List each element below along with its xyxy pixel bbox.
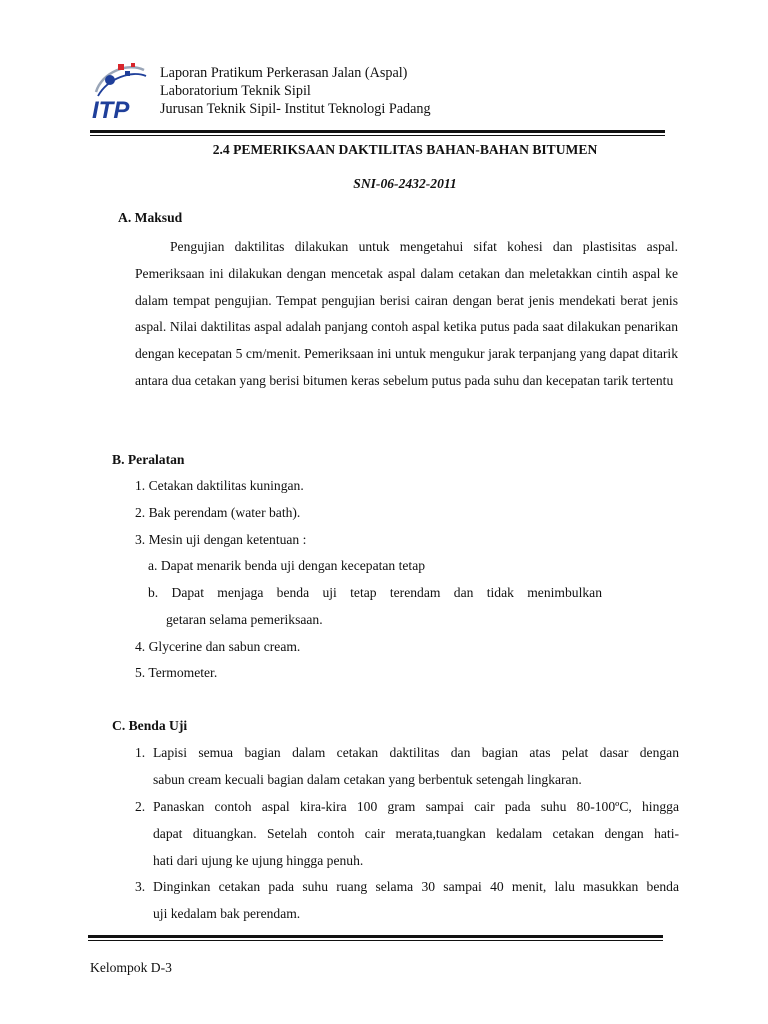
section-b-heading: B. Peralatan: [112, 452, 185, 467]
header-line-report: Laporan Pratikum Perkerasan Jalan (Aspal): [160, 65, 408, 81]
section-c-heading: C. Benda Uji: [112, 718, 188, 733]
equipment-item-3b: b. Dapat menjaga benda uji tetap terendam dan tidak menimbulkan: [148, 585, 602, 600]
footer-divider: [88, 935, 663, 941]
header-line-lab: Laboratorium Teknik Sipil: [160, 83, 311, 99]
equipment-item-3: 3. Mesin uji dengan ketentuan :: [135, 532, 307, 547]
header-divider: [90, 130, 665, 136]
section-a-heading: A. Maksud: [118, 210, 183, 225]
equipment-item-5: 5. Termometer.: [135, 665, 218, 680]
sample-step-3-number: 3.: [135, 879, 146, 894]
itp-logo: [88, 58, 152, 122]
sample-step-1-number: 1.: [135, 745, 146, 760]
sample-step-2-number: 2.: [135, 799, 146, 814]
report-header: [160, 64, 431, 118]
logo-text: ITP: [92, 97, 130, 122]
equipment-item-3b-cont: getaran selama pemeriksaan.: [166, 612, 323, 627]
sample-step-1-cont: sabun cream kecuali bagian dalam cetakan yang berbentuk setengah lingkaran.: [153, 772, 582, 787]
equipment-item-4: 4. Glycerine dan sabun cream.: [135, 639, 301, 654]
sample-step-2-cont: dapat dituangkan. Setelah contoh cair merata,tuangkan kedalam cetakan dengan hati-: [153, 826, 679, 841]
section-a-paragraph: [135, 234, 678, 395]
sample-step-1: Lapisi semua bagian dalam cetakan daktilitas dan bagian atas pelat dasar dengan: [153, 745, 679, 760]
sample-step-3-cont: uji kedalam bak perendam.: [153, 906, 301, 921]
sample-step-2: Panaskan contoh aspal kira-kira 100 gram sampai cair pada suhu 80-100ºC, hingga: [153, 799, 679, 814]
section-a-text: Pengujian daktilitas dilakukan untuk mengetahui sifat kohesi dan plastisitas aspal. Pemeriksaan ini dilakukan dengan mencetak aspal dalam cetakan dan meletakkan cintih aspal ke dalam tempat pengujian. Tempat pengujian berisi cairan dengan berat jenis mendekati berat jenis aspal. Nilai daktilitas aspal adalah panjang contoh aspal ketika putus pada saat dilakukan penarikan dengan kecepatan 5 cm/menit. Pemeriksaan ini untuk mengukur jarak terpanjang yang dapat ditarik antara dua cetakan yang berisi bitumen keras sebelum putus pada suhu dan kecepatan tarik tertentu: [135, 239, 678, 388]
equipment-item-2: 2. Bak perendam (water bath).: [135, 505, 301, 520]
sample-step-2-cont2: hati dari ujung ke ujung hingga penuh.: [153, 853, 364, 868]
sample-step-3: Dinginkan cetakan pada suhu ruang selama 30 sampai 40 menit, lalu masukkan benda: [153, 879, 679, 894]
page-title: 2.4 PEMERIKSAAN DAKTILITAS BAHAN-BAHAN BITUMEN: [212, 142, 598, 157]
equipment-item-1: 1. Cetakan daktilitas kuningan.: [135, 478, 304, 493]
group-label: Kelompok D-3: [90, 960, 172, 975]
standard-code: SNI-06-2432-2011: [353, 176, 457, 191]
equipment-item-3a: a. Dapat menarik benda uji dengan kecepatan tetap: [148, 558, 426, 573]
header-line-department: Jurusan Teknik Sipil- Institut Teknologi Padang: [160, 101, 431, 117]
